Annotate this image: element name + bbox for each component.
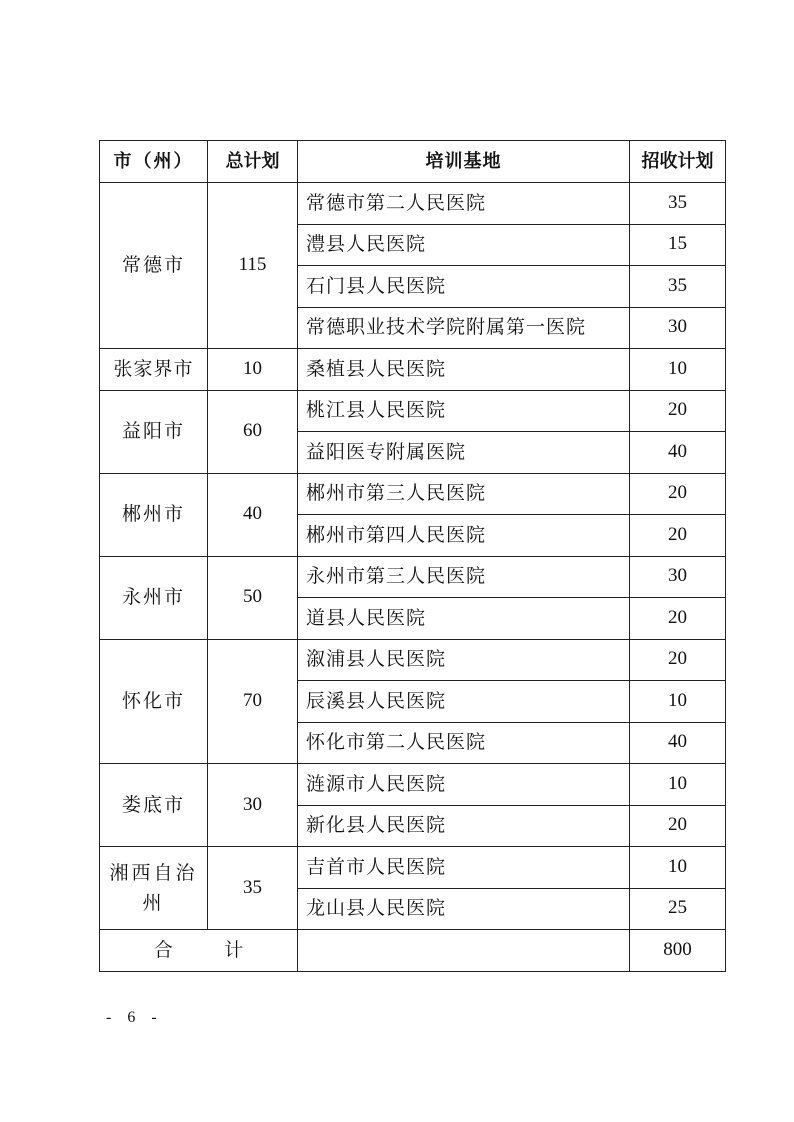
- page-number: - 6 -: [106, 1009, 163, 1026]
- header-base: 培训基地: [298, 141, 630, 183]
- total-cell: 115: [208, 183, 298, 349]
- base-cell: 溆浦县人民医院: [298, 639, 630, 681]
- table-row: [100, 764, 726, 806]
- quota-cell: 20: [630, 639, 726, 681]
- base-cell: 常德职业技术学院附属第一医院: [298, 307, 630, 349]
- quota-cell: 15: [630, 224, 726, 266]
- base-cell: 怀化市第二人民医院: [298, 722, 630, 764]
- base-cell: 龙山县人民医院: [298, 888, 630, 930]
- table-row: [100, 183, 726, 225]
- table-header: [100, 141, 726, 183]
- summary-label-cell: [100, 930, 298, 972]
- quota-cell: 20: [630, 390, 726, 432]
- base-cell: 新化县人民医院: [298, 805, 630, 847]
- training-plan-table: [99, 140, 726, 972]
- base-cell: 益阳医专附属医院: [298, 432, 630, 474]
- header-city: 市（州）: [100, 141, 208, 183]
- city-cell: 张家界市: [100, 349, 208, 391]
- base-cell: 永州市第三人民医院: [298, 556, 630, 598]
- total-cell: 50: [208, 556, 298, 639]
- summary-row: [100, 930, 726, 972]
- total-cell: 30: [208, 764, 298, 847]
- summary-label-left: 合: [153, 938, 173, 961]
- base-cell: 常德市第二人民医院: [298, 183, 630, 225]
- quota-cell: 10: [630, 681, 726, 723]
- summary-label: [100, 939, 297, 962]
- quota-cell: 40: [630, 432, 726, 474]
- quota-cell: 35: [630, 266, 726, 308]
- base-cell: 郴州市第四人民医院: [298, 515, 630, 557]
- city-cell: 益阳市: [100, 390, 208, 473]
- table-body: [100, 183, 726, 972]
- city-cell: 怀化市: [100, 639, 208, 764]
- base-cell: 郴州市第三人民医院: [298, 473, 630, 515]
- city-cell: 娄底市: [100, 764, 208, 847]
- base-cell: 道县人民医院: [298, 598, 630, 640]
- table-row: [100, 556, 726, 598]
- city-cell: [100, 847, 208, 930]
- quota-cell: 30: [630, 556, 726, 598]
- base-cell: 涟源市人民医院: [298, 764, 630, 806]
- quota-cell: 20: [630, 473, 726, 515]
- city-cell: 永州市: [100, 556, 208, 639]
- base-cell: 石门县人民医院: [298, 266, 630, 308]
- table-row: [100, 847, 726, 889]
- base-cell: 澧县人民医院: [298, 224, 630, 266]
- quota-cell: 10: [630, 764, 726, 806]
- quota-cell: 20: [630, 805, 726, 847]
- total-cell: 10: [208, 349, 298, 391]
- header-total: 总计划: [208, 141, 298, 183]
- quota-cell: 10: [630, 847, 726, 889]
- base-cell: 桃江县人民医院: [298, 390, 630, 432]
- city-label-wrapped: 湘西自治州: [109, 862, 198, 914]
- base-cell: 吉首市人民医院: [298, 847, 630, 889]
- total-cell: 35: [208, 847, 298, 930]
- quota-cell: 30: [630, 307, 726, 349]
- header-quota: 招收计划: [630, 141, 726, 183]
- base-cell: 辰溪县人民医院: [298, 681, 630, 723]
- summary-label-right: 计: [224, 938, 244, 961]
- quota-cell: 25: [630, 888, 726, 930]
- summary-quota-cell: 800: [630, 930, 726, 972]
- quota-cell: 20: [630, 515, 726, 557]
- total-cell: 40: [208, 473, 298, 556]
- table-row: [100, 639, 726, 681]
- quota-cell: 10: [630, 349, 726, 391]
- table-row: [100, 390, 726, 432]
- summary-base-cell: [298, 930, 630, 972]
- quota-cell: 35: [630, 183, 726, 225]
- table-row: [100, 349, 726, 391]
- quota-cell: 20: [630, 598, 726, 640]
- city-cell: 常德市: [100, 183, 208, 349]
- total-cell: 60: [208, 390, 298, 473]
- total-cell: 70: [208, 639, 298, 764]
- header-row: [100, 141, 726, 183]
- table-row: [100, 473, 726, 515]
- city-cell: 郴州市: [100, 473, 208, 556]
- base-cell: 桑植县人民医院: [298, 349, 630, 391]
- quota-cell: 40: [630, 722, 726, 764]
